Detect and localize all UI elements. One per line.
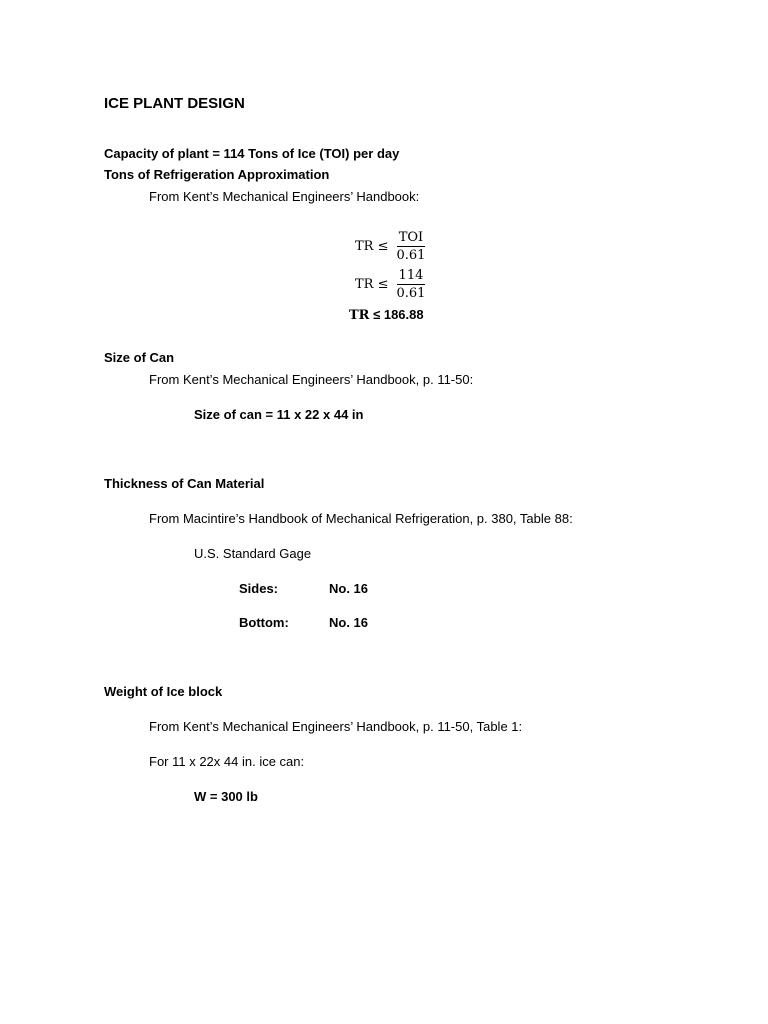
thickness-source: From Macintire’s Handbook of Mechanical Refrigeration, p. 380, Table 88:	[149, 511, 573, 526]
result-rhs: ≤ 186.88	[369, 307, 424, 322]
formula-line-1	[355, 229, 427, 264]
formula-1-numerator: TOI	[398, 230, 424, 245]
result-lhs: TR	[349, 308, 370, 323]
gage-value-sides: No. 16	[329, 581, 369, 596]
can-size-source: From Kent’s Mechanical Engineers’ Handbook, p. 11-50:	[149, 372, 474, 387]
formula-2-lhs: TR ≤	[355, 277, 389, 292]
gage-label-bottom: Bottom:	[239, 615, 289, 630]
formula-2-denominator: 0.61	[396, 286, 426, 301]
formula-result	[349, 306, 424, 325]
weight-heading: Weight of Ice block	[104, 684, 223, 699]
formula-2-fraction	[394, 267, 427, 302]
formula-1-lhs: TR ≤	[355, 239, 389, 254]
thickness-standard: U.S. Standard Gage	[194, 546, 312, 561]
weight-for-can: For 11 x 22x 44 in. ice can:	[149, 754, 305, 769]
weight-value: W = 300 lb	[194, 789, 258, 804]
formula-1-fraction	[394, 229, 427, 264]
gage-label-sides: Sides:	[239, 581, 279, 596]
capacity-line: Capacity of plant = 114 Tons of Ice (TOI) per day	[104, 146, 400, 161]
formula-1-denominator: 0.61	[396, 248, 426, 263]
can-size-heading: Size of Can	[104, 350, 175, 365]
gage-value-bottom: No. 16	[329, 615, 369, 630]
weight-source: From Kent’s Mechanical Engineers’ Handbook, p. 11-50, Table 1:	[149, 719, 523, 734]
page-title: ICE PLANT DESIGN	[104, 95, 245, 112]
thickness-heading: Thickness of Can Material	[104, 476, 265, 491]
tr-source: From Kent’s Mechanical Engineers’ Handbook:	[149, 189, 420, 204]
can-size-value: Size of can = 11 x 22 x 44 in	[194, 407, 364, 422]
formula-2-numerator: 114	[398, 268, 424, 283]
tr-heading: Tons of Refrigeration Approximation	[104, 167, 330, 182]
formula-line-2	[355, 267, 427, 302]
